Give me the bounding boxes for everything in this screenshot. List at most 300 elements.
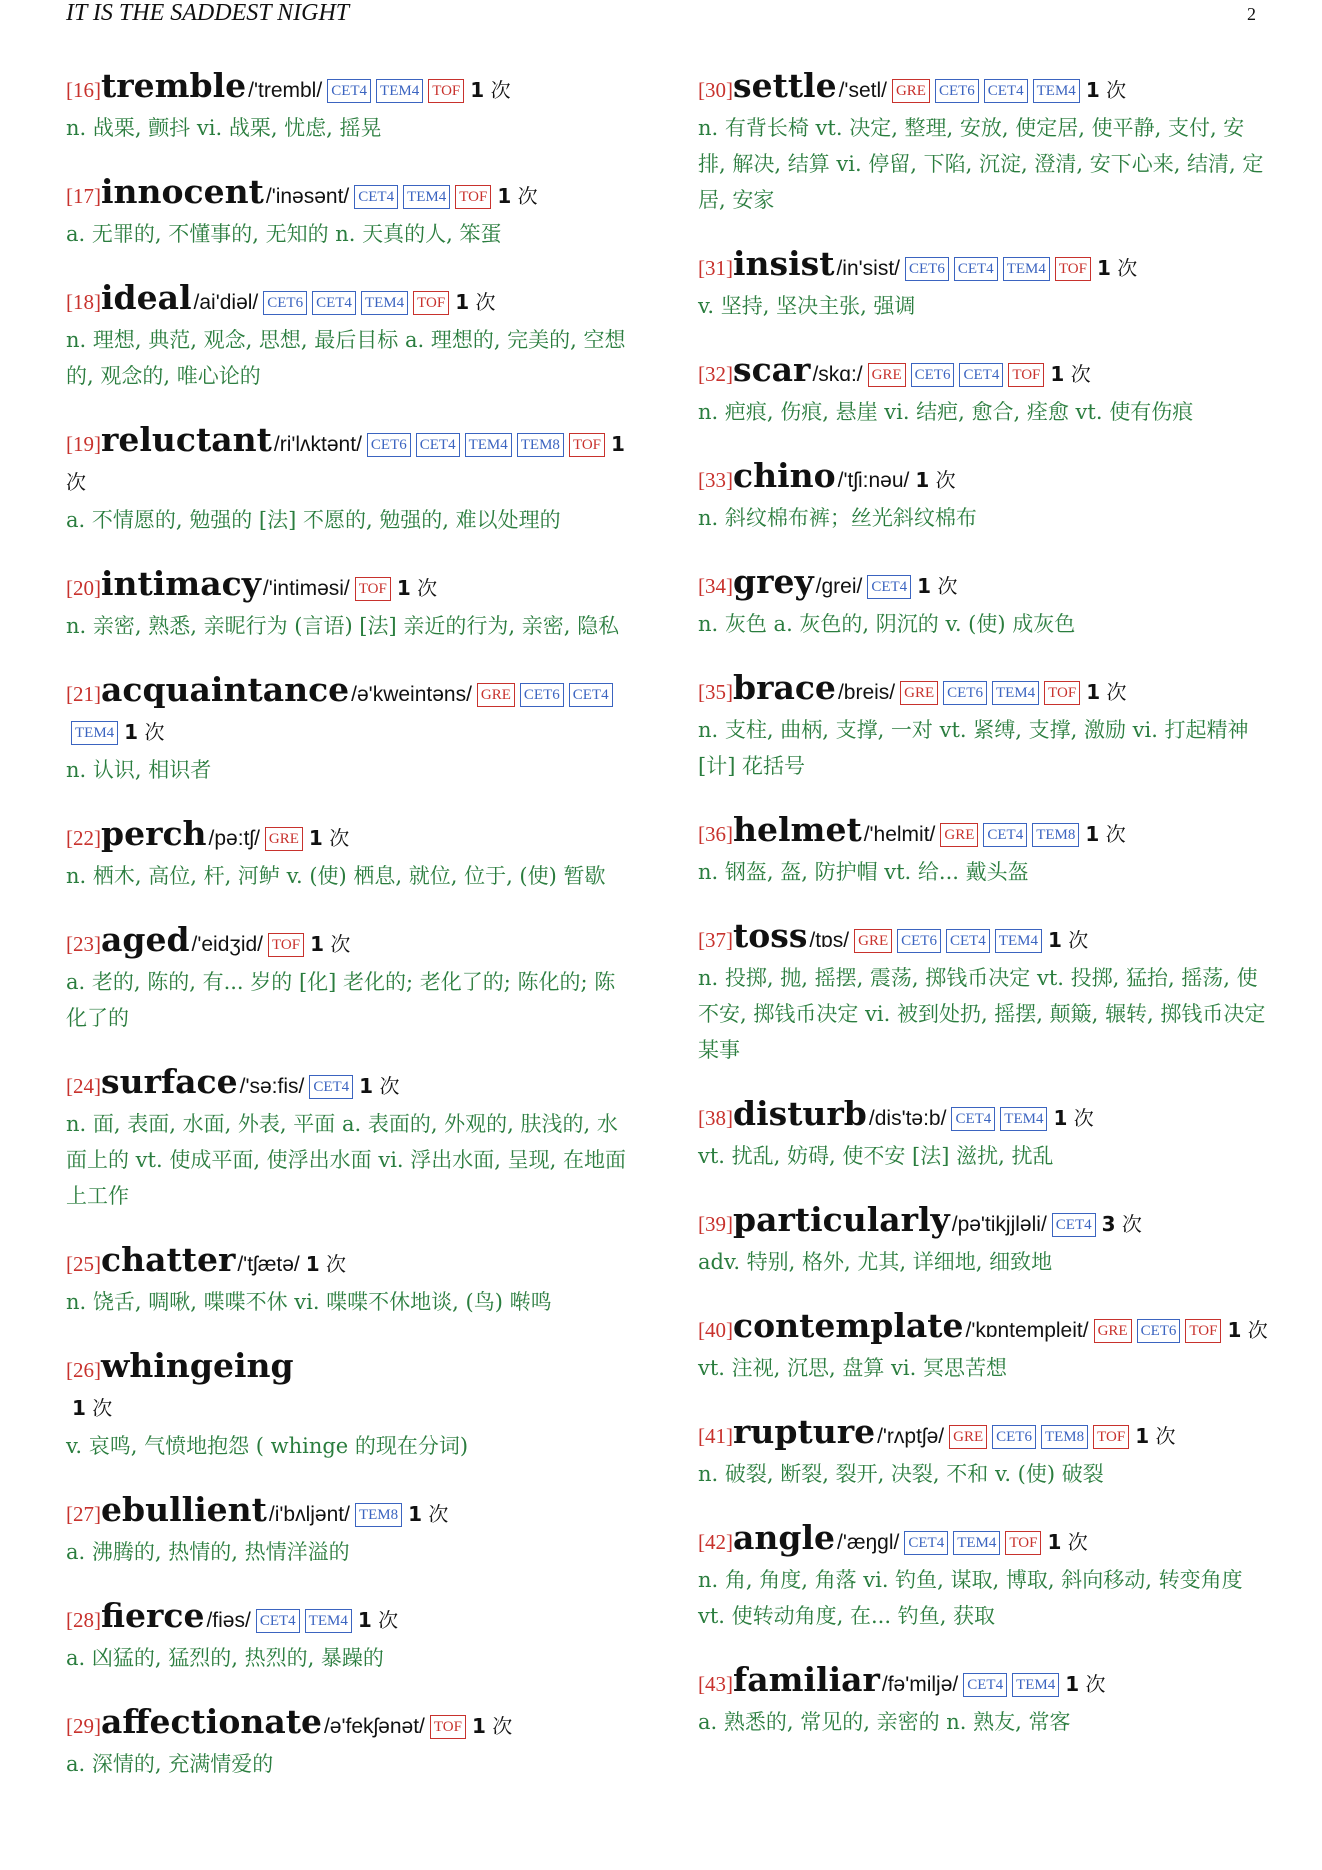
frequency (917, 574, 957, 598)
entry-index: [39] (698, 1212, 733, 1236)
vocab-entry (66, 1704, 636, 1782)
frequency (1048, 928, 1088, 952)
page-number: 2 (1247, 4, 1256, 24)
headword: intimacy (101, 564, 261, 603)
vocab-entry (698, 1662, 1268, 1740)
entry-headline (698, 918, 1268, 960)
frequency-unit: 次 (492, 1714, 513, 1738)
entry-index: [20] (66, 576, 101, 600)
definition: n. 斜纹棉布裤；丝光斜纹棉布 (698, 506, 977, 530)
entry-index: [42] (698, 1530, 733, 1554)
vocab-entry (698, 458, 1268, 536)
phonetic: /pə'tikjjləli/ (951, 1213, 1047, 1236)
frequency-count: 1 (1086, 680, 1101, 704)
vocab-entry (66, 422, 636, 538)
entry-index: [31] (698, 256, 733, 280)
headword: toss (733, 916, 808, 955)
vocab-entry (698, 68, 1268, 218)
entry-index: [17] (66, 184, 101, 208)
frequency (1102, 1212, 1142, 1236)
frequency (470, 78, 510, 102)
definition: v. 坚持, 坚决主张, 强调 (698, 294, 916, 318)
definition: n. 有背长椅 vt. 决定, 整理, 安放, 使定居, 使平静, 支付, 安排, 解决, 结算 vi. 停留, 下陷, 沉淀, 澄清, 安下心来, 结清, 定居, 安家 (698, 116, 1264, 212)
entry-headline (698, 1202, 1268, 1244)
frequency-count: 1 (455, 290, 470, 314)
exam-tag: TEM8 (517, 433, 564, 457)
vocab-entry (698, 1414, 1268, 1492)
phonetic: /pə:tʃ/ (208, 827, 260, 850)
frequency (397, 576, 437, 600)
exam-tag: CET4 (1052, 1213, 1096, 1237)
frequency-count: 1 (497, 184, 512, 208)
entry-index: [43] (698, 1672, 733, 1696)
exam-tag: GRE (1094, 1319, 1132, 1343)
definition: vt. 扰乱, 妨碍, 使不安 [法] 滋扰, 扰乱 (698, 1144, 1054, 1168)
entry-headline (66, 1348, 636, 1428)
exam-tag: TOF (569, 433, 605, 457)
definition: a. 熟悉的, 常见的, 亲密的 n. 熟友, 常客 (698, 1710, 1071, 1734)
headword: helmet (733, 810, 862, 849)
headword: particularly (733, 1200, 950, 1239)
entry-headline (698, 670, 1268, 712)
vocab-entry (698, 1520, 1268, 1634)
entry-headline (66, 922, 636, 964)
vocab-entry (66, 672, 636, 788)
frequency-count: 1 (1065, 1672, 1080, 1696)
entry-headline (698, 564, 1268, 606)
frequency-count: 1 (917, 574, 932, 598)
exam-tag: GRE (940, 823, 978, 847)
frequency-count: 1 (1227, 1318, 1242, 1342)
entry-headline (66, 68, 636, 110)
frequency-unit: 次 (378, 1608, 399, 1632)
definition: n. 破裂, 断裂, 裂开, 决裂, 不和 v. (使) 破裂 (698, 1462, 1104, 1486)
phonetic: /i'bʌljənt/ (268, 1503, 350, 1526)
entry-index: [40] (698, 1318, 733, 1342)
phonetic: /'setl/ (838, 79, 887, 102)
vocab-entry (698, 246, 1268, 324)
entry-headline (66, 672, 636, 752)
frequency-count: 1 (1053, 1106, 1068, 1130)
frequency-unit: 次 (1085, 1672, 1106, 1696)
entry-headline (66, 280, 636, 322)
definition: adv. 特别, 格外, 尤其, 详细地, 细致地 (698, 1250, 1053, 1274)
headword: whingeing (101, 1346, 294, 1385)
entry-index: [24] (66, 1074, 101, 1098)
phonetic: /grei/ (815, 575, 863, 598)
frequency-unit: 次 (1247, 1318, 1268, 1342)
exam-tag: TOF (268, 933, 304, 957)
phonetic: /'helmit/ (863, 823, 936, 846)
headword: rupture (733, 1412, 876, 1451)
vocab-entry (698, 564, 1268, 642)
frequency-unit: 次 (92, 1396, 113, 1420)
frequency (1053, 1106, 1093, 1130)
entry-index: [38] (698, 1106, 733, 1130)
running-header (66, 0, 1256, 26)
entry-index: [25] (66, 1252, 101, 1276)
frequency (1065, 1672, 1105, 1696)
entry-index: [19] (66, 432, 101, 456)
exam-tag: CET4 (904, 1531, 948, 1555)
exam-tag: CET4 (312, 291, 356, 315)
exam-tag: TOF (1093, 1425, 1129, 1449)
exam-tag: TEM4 (995, 929, 1042, 953)
phonetic: /skɑ:/ (812, 363, 863, 386)
vocab-entry (698, 1202, 1268, 1280)
entry-index: [22] (66, 826, 101, 850)
right-column (698, 68, 1268, 1768)
frequency-unit: 次 (428, 1502, 449, 1526)
definition: a. 老的, 陈的, 有... 岁的 [化] 老化的; 老化了的; 陈化的; 陈化了的 (66, 970, 616, 1030)
exam-tag: CET6 (897, 929, 941, 953)
frequency-count: 1 (1085, 78, 1100, 102)
frequency (306, 1252, 346, 1276)
entry-headline (698, 458, 1268, 500)
exam-tag: TEM4 (376, 79, 423, 103)
frequency-unit: 次 (1073, 1106, 1094, 1130)
phonetic: /'tʃi:nəu/ (837, 469, 910, 492)
definition: vt. 注视, 沉思, 盘算 vi. 冥思苦想 (698, 1356, 1007, 1380)
headword: familiar (733, 1660, 880, 1699)
exam-tag: TEM4 (465, 433, 512, 457)
entry-index: [35] (698, 680, 733, 704)
frequency-unit: 次 (490, 78, 511, 102)
headword: ebullient (101, 1490, 267, 1529)
headword: surface (101, 1062, 238, 1101)
vocab-entry (66, 1064, 636, 1214)
vocab-entry (66, 1492, 636, 1570)
entry-index: [33] (698, 468, 733, 492)
phonetic: /'æŋgl/ (836, 1531, 900, 1554)
left-column (66, 68, 636, 1810)
frequency (1047, 1530, 1087, 1554)
exam-tag: TOF (428, 79, 464, 103)
frequency-unit: 次 (417, 576, 438, 600)
phonetic: /'sə:fis/ (239, 1075, 305, 1098)
exam-tag: TOF (1185, 1319, 1221, 1343)
headword: innocent (101, 172, 264, 211)
entry-headline (66, 816, 636, 858)
frequency-unit: 次 (517, 184, 538, 208)
vocab-entry (66, 1242, 636, 1320)
exam-tag: CET4 (954, 257, 998, 281)
entry-index: [21] (66, 682, 101, 706)
vocab-entry (698, 812, 1268, 890)
frequency-count: 3 (1101, 1212, 1116, 1236)
frequency (915, 468, 955, 492)
headword: disturb (733, 1094, 867, 1133)
exam-tag: CET4 (309, 1075, 353, 1099)
exam-tag: TEM4 (71, 721, 118, 745)
frequency-unit: 次 (1121, 1212, 1142, 1236)
exam-tag: GRE (949, 1425, 987, 1449)
exam-tag: CET6 (1137, 1319, 1181, 1343)
definition: n. 饶舌, 啁啾, 喋喋不休 vi. 喋喋不休地谈, (鸟) 啭鸣 (66, 1290, 552, 1314)
vocab-entry (698, 918, 1268, 1068)
exam-tag: GRE (892, 79, 930, 103)
entry-index: [34] (698, 574, 733, 598)
frequency-count: 1 (1135, 1424, 1150, 1448)
frequency-unit: 次 (1117, 256, 1138, 280)
headword: affectionate (101, 1702, 322, 1741)
frequency-count: 1 (72, 1396, 86, 1420)
entry-headline (66, 1492, 636, 1534)
vocab-entry (66, 1348, 636, 1464)
entry-index: [37] (698, 928, 733, 952)
frequency (1227, 1318, 1267, 1342)
vocab-entry (66, 280, 636, 394)
headword: chino (733, 456, 836, 495)
entry-headline (66, 174, 636, 216)
exam-tag: TOF (355, 577, 391, 601)
frequency (1085, 822, 1125, 846)
frequency-count: 1 (308, 826, 323, 850)
exam-tag: CET4 (959, 363, 1003, 387)
frequency-unit: 次 (379, 1074, 400, 1098)
definition: n. 理想, 典范, 观念, 思想, 最后目标 a. 理想的, 完美的, 空想的, 观念的, 唯心论的 (66, 328, 626, 388)
frequency-count: 1 (1050, 362, 1065, 386)
definition: n. 战栗, 颤抖 vi. 战栗, 忧虑, 摇晃 (66, 116, 382, 140)
frequency-unit: 次 (1105, 822, 1126, 846)
entry-headline (66, 1064, 636, 1106)
frequency-unit: 次 (1155, 1424, 1176, 1448)
exam-tag: TEM4 (953, 1531, 1000, 1555)
definition: a. 沸腾的, 热情的, 热情洋溢的 (66, 1540, 350, 1564)
frequency (359, 1074, 399, 1098)
vocab-entry (698, 1096, 1268, 1174)
exam-tag: TEM4 (305, 1609, 352, 1633)
entry-index: [18] (66, 290, 101, 314)
document-title: IT IS THE SADDEST NIGHT (66, 0, 350, 26)
definition: n. 支柱, 曲柄, 支撑, 一对 vt. 紧缚, 支撑, 激励 vi. 打起精神 [计] 花括号 (698, 718, 1249, 778)
frequency (124, 720, 164, 744)
frequency (1086, 680, 1126, 704)
definition: n. 角, 角度, 角落 vi. 钓鱼, 谋取, 博取, 斜向移动, 转变角度 vt. 使转动角度, 在... 钓鱼, 获取 (698, 1568, 1243, 1628)
vocab-entry (66, 566, 636, 644)
entry-index: [23] (66, 932, 101, 956)
entry-headline (698, 1308, 1268, 1350)
entry-headline (66, 1704, 636, 1746)
frequency-unit: 次 (937, 574, 958, 598)
definition: n. 疤痕, 伤痕, 悬崖 vi. 结疤, 愈合, 痊愈 vt. 使有伤痕 (698, 400, 1194, 424)
headword: fierce (101, 1596, 205, 1635)
frequency (455, 290, 495, 314)
headword: grey (733, 562, 814, 601)
entry-index: [16] (66, 78, 101, 102)
phonetic: /tɒs/ (809, 929, 850, 952)
frequency-count: 1 (1096, 256, 1111, 280)
entry-index: [26] (66, 1358, 101, 1382)
phonetic: /'intiməsi/ (262, 577, 350, 600)
vocab-entry (66, 68, 636, 146)
frequency-count: 1 (1047, 1530, 1062, 1554)
headword: ideal (101, 278, 192, 317)
phonetic: /'inəsənt/ (265, 185, 350, 208)
entry-headline (66, 1242, 636, 1284)
exam-tag: TOF (430, 1715, 466, 1739)
frequency-count: 1 (1085, 822, 1100, 846)
exam-tag: TEM4 (361, 291, 408, 315)
entry-headline (698, 812, 1268, 854)
frequency-count: 1 (396, 576, 411, 600)
exam-tag: CET4 (354, 185, 398, 209)
frequency-unit: 次 (935, 468, 956, 492)
exam-tag: CET6 (367, 433, 411, 457)
phonetic: /fə'miljə/ (881, 1673, 959, 1696)
definition: n. 认识, 相识者 (66, 758, 212, 782)
phonetic: /breis/ (837, 681, 896, 704)
headword: aged (101, 920, 190, 959)
entry-headline (698, 1662, 1268, 1704)
phonetic: /dis'tə:b/ (868, 1107, 947, 1130)
headword: acquaintance (101, 670, 350, 709)
frequency-count: 1 (357, 1608, 372, 1632)
frequency-unit: 次 (475, 290, 496, 314)
frequency (472, 1714, 512, 1738)
headword: perch (101, 814, 207, 853)
entry-index: [30] (698, 78, 733, 102)
exam-tag: CET4 (951, 1107, 995, 1131)
exam-tag: TEM8 (1032, 823, 1079, 847)
headword: reluctant (101, 420, 272, 459)
exam-tag: TEM4 (1033, 79, 1080, 103)
vocab-entry (66, 922, 636, 1036)
phonetic: /'rʌptʃə/ (877, 1425, 945, 1448)
exam-tag: TOF (1005, 1531, 1041, 1555)
exam-tag: TEM8 (1041, 1425, 1088, 1449)
phonetic: /in'sist/ (836, 257, 900, 280)
headword: tremble (101, 66, 247, 105)
exam-tag: GRE (265, 827, 303, 851)
exam-tag: CET4 (256, 1609, 300, 1633)
frequency (1135, 1424, 1175, 1448)
frequency (1097, 256, 1137, 280)
exam-tag: CET4 (569, 683, 613, 707)
vocab-entry (698, 352, 1268, 430)
exam-tag: TEM4 (1012, 1673, 1059, 1697)
entry-headline (66, 566, 636, 608)
frequency (497, 184, 537, 208)
exam-tag: CET4 (983, 823, 1027, 847)
entry-index: [41] (698, 1424, 733, 1448)
entry-headline (698, 1096, 1268, 1138)
definition: a. 深情的, 充满情爱的 (66, 1752, 274, 1776)
vocab-entry (66, 1598, 636, 1676)
exam-tag: TEM4 (1000, 1107, 1047, 1131)
phonetic: /ə'fekʃənət/ (323, 1715, 425, 1738)
entry-index: [32] (698, 362, 733, 386)
definition: a. 凶猛的, 猛烈的, 热烈的, 暴躁的 (66, 1646, 384, 1670)
headword: brace (733, 668, 836, 707)
vocab-entry (698, 1308, 1268, 1386)
frequency-count: 1 (305, 1252, 320, 1276)
definition: n. 投掷, 抛, 摇摆, 震荡, 掷钱币决定 vt. 投掷, 猛抬, 摇荡, 使不安, 掷钱币决定 vi. 被到处扔, 摇摆, 颠簸, 辗转, 掷钱币决定某事 (698, 966, 1266, 1062)
exam-tag: CET4 (984, 79, 1028, 103)
phonetic: /ə'kweintəns/ (351, 683, 472, 706)
exam-tag: CET6 (992, 1425, 1036, 1449)
phonetic: /'eidʒid/ (191, 933, 264, 956)
exam-tag: GRE (868, 363, 906, 387)
entry-headline (66, 1598, 636, 1640)
definition: n. 灰色 a. 灰色的, 阴沉的 v. (使) 成灰色 (698, 612, 1076, 636)
frequency-count: 1 (470, 78, 485, 102)
headword: chatter (101, 1240, 236, 1279)
entry-headline (698, 352, 1268, 394)
frequency (358, 1608, 398, 1632)
exam-tag: TOF (1055, 257, 1091, 281)
frequency (309, 826, 349, 850)
exam-tag: CET6 (911, 363, 955, 387)
definition: n. 亲密, 熟悉, 亲昵行为 (言语) [法] 亲近的行为, 亲密, 隐私 (66, 614, 620, 638)
frequency (1086, 78, 1126, 102)
exam-tag: GRE (477, 683, 515, 707)
headword: insist (733, 244, 835, 283)
frequency-unit: 次 (1068, 928, 1089, 952)
frequency-count: 1 (915, 468, 930, 492)
exam-tag: TOF (1008, 363, 1044, 387)
frequency-unit: 次 (329, 826, 350, 850)
definition: n. 钢盔, 盔, 防护帽 vt. 给... 戴头盔 (698, 860, 1029, 884)
frequency-unit: 次 (1067, 1530, 1088, 1554)
exam-tag: TOF (413, 291, 449, 315)
entry-index: [27] (66, 1502, 101, 1526)
exam-tag: TEM8 (355, 1503, 402, 1527)
entry-headline (698, 1414, 1268, 1456)
frequency-unit: 次 (1070, 362, 1091, 386)
exam-tag: GRE (900, 681, 938, 705)
phonetic: /'trembl/ (248, 79, 323, 102)
exam-tag: GRE (854, 929, 892, 953)
exam-tag: CET4 (867, 575, 911, 599)
entry-headline (698, 246, 1268, 288)
frequency-count: 1 (1047, 928, 1062, 952)
entry-index: [28] (66, 1608, 101, 1632)
exam-tag: CET4 (327, 79, 371, 103)
exam-tag: CET4 (416, 433, 460, 457)
vocab-entry (66, 816, 636, 894)
headword: contemplate (733, 1306, 964, 1345)
frequency-unit: 次 (326, 1252, 346, 1276)
frequency-count: 1 (124, 720, 139, 744)
frequency-unit: 次 (144, 720, 165, 744)
exam-tag: TEM4 (992, 681, 1039, 705)
exam-tag: CET6 (905, 257, 949, 281)
phonetic: /'tʃætə/ (237, 1253, 300, 1276)
exam-tag: CET6 (263, 291, 307, 315)
exam-tag: CET6 (520, 683, 564, 707)
phonetic: /fiəs/ (206, 1609, 251, 1632)
phonetic: /'kɒntempleit/ (965, 1319, 1089, 1342)
vocab-entry (66, 174, 636, 252)
headword: settle (733, 66, 837, 105)
entry-index: [36] (698, 822, 733, 846)
frequency (1050, 362, 1090, 386)
frequency-unit: 次 (330, 932, 351, 956)
definition: a. 不情愿的, 勉强的 [法] 不愿的, 勉强的, 难以处理的 (66, 508, 561, 532)
phonetic: /ai'diəl/ (193, 291, 259, 314)
frequency-count: 1 (359, 1074, 374, 1098)
frequency (310, 932, 350, 956)
entry-headline (66, 422, 636, 502)
frequency-count: 1 (471, 1714, 486, 1738)
frequency-unit: 次 (1106, 680, 1127, 704)
exam-tag: TEM4 (1003, 257, 1050, 281)
frequency-count: 1 (310, 932, 325, 956)
exam-tag: CET6 (943, 681, 987, 705)
exam-tag: CET4 (963, 1673, 1007, 1697)
exam-tag: TEM4 (403, 185, 450, 209)
